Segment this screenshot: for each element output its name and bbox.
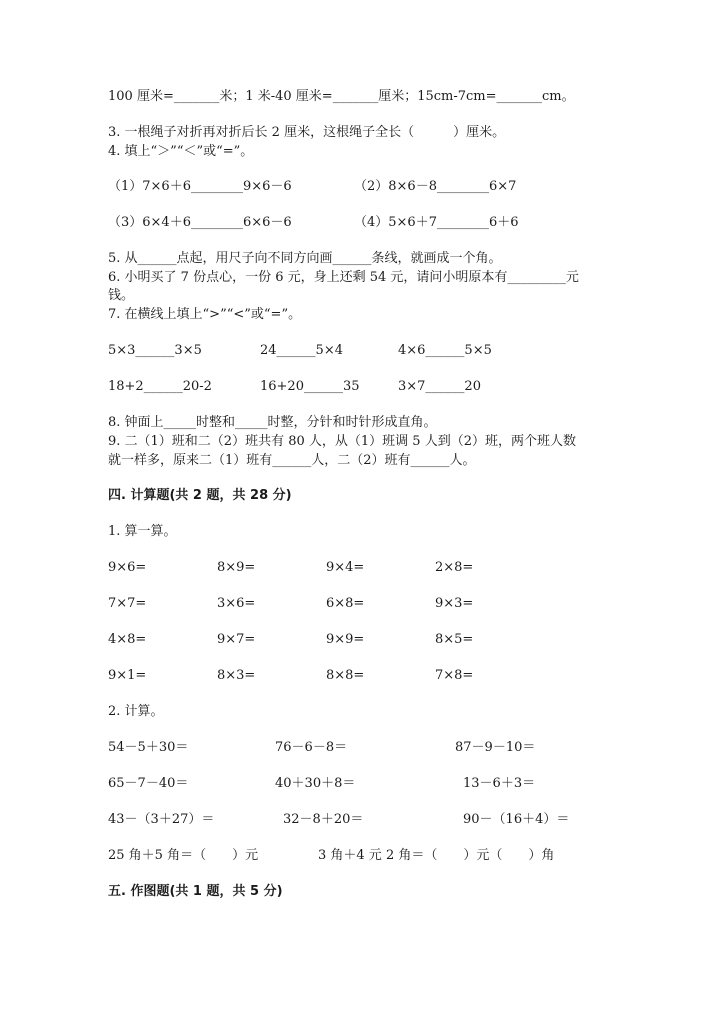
question-3: 3. 一根绳子对折再对折后长 2 厘米，这根绳子全长（ ）厘米。: [108, 125, 506, 140]
q1-item: 6×8=: [326, 596, 365, 611]
question-7: 7. 在横线上填上“>”“<”或“=”。: [108, 307, 302, 322]
q2-item: 40＋30＋8＝: [275, 776, 356, 791]
question-5: 5. 从______点起，用尺子向不同方向画______条线，就画成一个角。: [108, 251, 502, 266]
q2-money-1: 25 角＋5 角＝（ ）元: [108, 848, 259, 863]
q1-item: 9×3=: [435, 596, 474, 611]
question-9-line-2: 就一样多，原来二（1）班有______人，二（2）班有______人。: [108, 453, 476, 468]
question-9-line-1: 9. 二（1）班和二（2）班共有 80 人，从（1）班调 5 人到（2）班，两个班人数: [108, 434, 576, 449]
q1-item: 7×8=: [435, 668, 474, 683]
question-6-line-2: 钱。: [108, 288, 135, 303]
q1-item: 3×6=: [217, 596, 256, 611]
q1-item: 9×1=: [108, 668, 147, 683]
q1-item: 2×8=: [435, 560, 474, 575]
q1-item: 8×5=: [435, 632, 474, 647]
q4-item-1: （1）7×6＋6________9×6－6: [108, 179, 292, 194]
question-4: 4. 填上“＞”“＜”或“=”。: [108, 144, 254, 159]
q1-item: 9×4=: [326, 560, 365, 575]
q2-item: 90－（16＋4）＝: [463, 812, 570, 827]
q1-item: 4×8=: [108, 632, 147, 647]
unit-conversion-line: 100 厘米=_______米；1 米-40 厘米=_______厘米；15cm-7cm=_______cm。: [108, 89, 575, 104]
q7-item-5: 16+20______35: [260, 379, 360, 394]
q7-item-3: 4×6______5×5: [398, 343, 492, 358]
q2-item: 43－（3＋27）＝: [108, 812, 215, 827]
q1-item: 8×3=: [217, 668, 256, 683]
q7-item-2: 24______5×4: [260, 343, 343, 358]
q1-item: 7×7=: [108, 596, 147, 611]
question-8: 8. 钟面上_____时整和_____时整，分针和时针形成直角。: [108, 415, 437, 430]
q1-item: 8×8=: [326, 668, 365, 683]
calc-question-1: 1. 算一算。: [108, 524, 177, 539]
q2-money-2: 3 角＋4 元 2 角＝（ ）元（ ）角: [318, 848, 555, 863]
q2-item: 54－5＋30＝: [108, 740, 189, 755]
q1-item: 9×9=: [326, 632, 365, 647]
q1-item: 9×6=: [108, 560, 147, 575]
q7-item-6: 3×7______20: [398, 379, 481, 394]
q2-item: 76－6－8＝: [275, 740, 348, 755]
q2-item: 13－6＋3＝: [463, 776, 536, 791]
q4-item-4: （4）5×6＋7________6＋6: [354, 215, 519, 230]
q7-item-1: 5×3______3×5: [108, 343, 202, 358]
calc-question-2: 2. 计算。: [108, 704, 164, 719]
q4-item-3: （3）6×4＋6________6×6－6: [108, 215, 292, 230]
q1-item: 9×7=: [217, 632, 256, 647]
section-5-title: 五. 作图题(共 1 题，共 5 分): [108, 884, 283, 899]
question-6-line-1: 6. 小明买了 7 份点心，一份 6 元，身上还剩 54 元，请问小明原本有_________元: [108, 270, 579, 285]
q2-item: 87－9－10＝: [455, 740, 536, 755]
section-4-title: 四. 计算题(共 2 题，共 28 分): [108, 488, 292, 503]
q2-item: 32－8＋20＝: [283, 812, 364, 827]
q1-item: 8×9=: [217, 560, 256, 575]
q2-item: 65－7－40＝: [108, 776, 189, 791]
q4-item-2: （2）8×6－8________6×7: [354, 179, 517, 194]
q7-item-4: 18+2______20-2: [108, 379, 212, 394]
